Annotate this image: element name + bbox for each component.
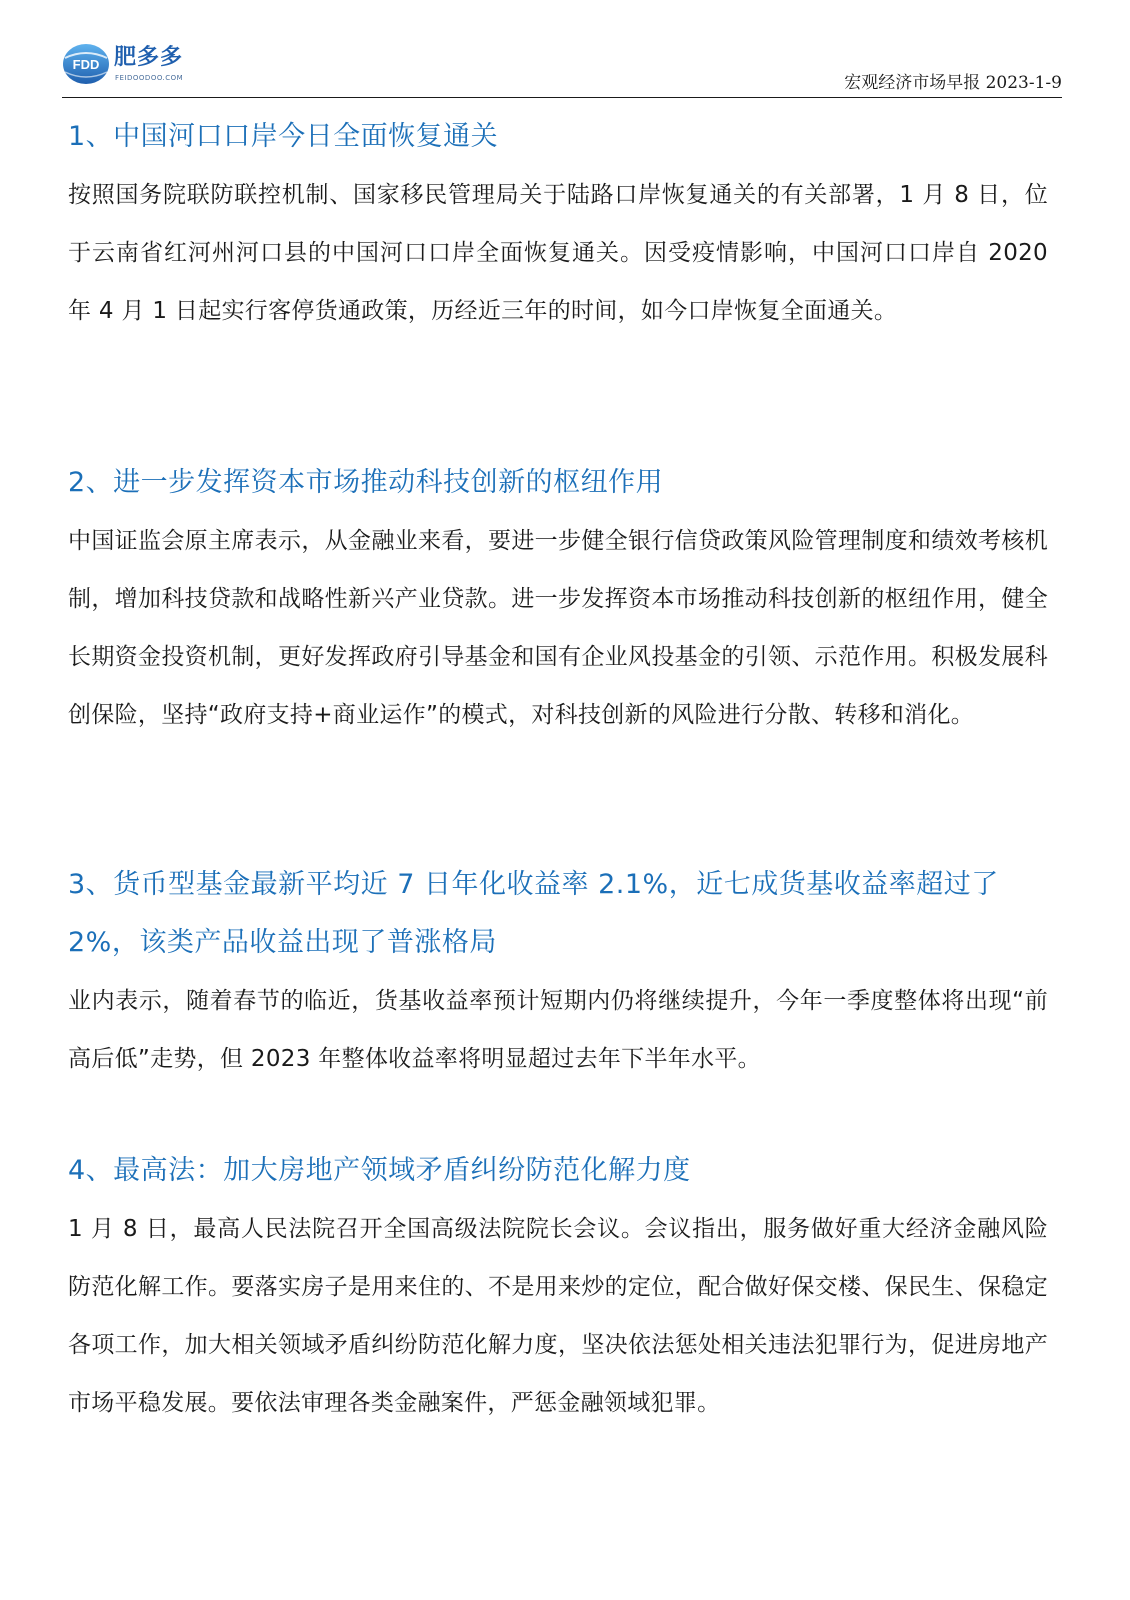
logo-badge-text: FDD [72, 57, 100, 72]
news-section-2 [68, 454, 1048, 744]
section-body: 1 月 8 日，最高人民法院召开全国高级法院院长会议。会议指出，服务做好重大经济金融风险防范化解工作。要落实房子是用来住的、不是用来炒的定位，配合做好保交楼、保民生、保稳定各项工作，加大相关领域矛盾纠纷防范化解力度，坚决依法惩处相关违法犯罪行为，促进房地产市场平稳发展。要依法审理各类金融案件，严惩金融领域犯罪。 [68, 1216, 1048, 1416]
page-header [62, 38, 1062, 98]
section-title: 4、最高法：加大房地产领域矛盾纠纷防范化解力度 [68, 1155, 691, 1186]
report-title: 宏观经济市场早报 2023-1-9 [844, 73, 1062, 93]
section-title: 1、中国河口口岸今日全面恢复通关 [68, 121, 499, 152]
news-section-3 [68, 856, 1048, 1088]
section-body: 按照国务院联防联控机制、国家移民管理局关于陆路口岸恢复通关的有关部署，1 月 8 日，位于云南省红河州河口县的中国河口口岸全面恢复通关。因受疫情影响，中国河口口岸自 2020 年 4 月 1 日起实行客停货通政策，历经近三年的时间，如今口岸恢复全面通关。 [68, 182, 1048, 324]
news-section-1 [68, 108, 1048, 340]
fdd-logo-icon [62, 42, 110, 86]
section-body: 业内表示，随着春节的临近，货基收益率预计短期内仍将继续提升，今年一季度整体将出现“前高后低”走势，但 2023 年整体收益率将明显超过去年下半年水平。 [68, 988, 1048, 1072]
section-title: 3、货币型基金最新平均近 7 日年化收益率 2.1%，近七成货基收益率超过了 2%，该类产品收益出现了普涨格局 [68, 869, 999, 958]
section-title: 2、进一步发挥资本市场推动科技创新的枢纽作用 [68, 467, 664, 498]
header-divider [62, 97, 1062, 98]
company-logo [62, 42, 202, 92]
logo-domain: FEIDOODOO.COM [115, 74, 184, 82]
section-body: 中国证监会原主席表示，从金融业来看，要进一步健全银行信贷政策风险管理制度和绩效考核机制，增加科技贷款和战略性新兴产业贷款。进一步发挥资本市场推动科技创新的枢纽作用，健全长期资金投资机制，更好发挥政府引导基金和国有企业风投基金的引领、示范作用。积极发展科创保险，坚持“政府支持+商业运作”的模式，对科技创新的风险进行分散、转移和消化。 [68, 528, 1048, 728]
logo-brand-name: 肥多多 [114, 45, 184, 70]
news-section-4 [68, 1142, 1048, 1432]
